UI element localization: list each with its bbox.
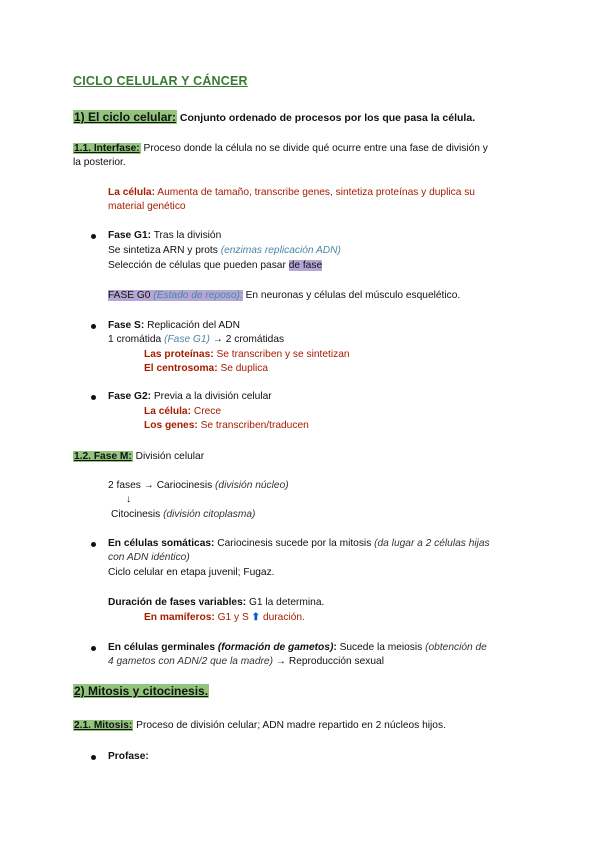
s-line-2-c: → 2 cromátidas — [209, 334, 285, 345]
proteinas-text: Se transcriben y se sintetizan — [213, 349, 350, 360]
g1-text: Tras la división — [151, 230, 222, 241]
centrosoma-text: Se duplica — [217, 363, 269, 374]
section-1-heading: 1) El ciclo celular: — [74, 110, 177, 124]
g1-label: Fase G1: — [108, 230, 152, 241]
s-line-2 — [108, 333, 284, 347]
s-text: Replicación del ADN — [144, 320, 240, 331]
germinales-line-1 — [108, 641, 487, 655]
interfase-text-1: Proceso donde la célula no se divide qué ocurre entre una fase de división y — [140, 143, 488, 154]
g1-line-2-a: Se sintetiza ARN y prots — [108, 245, 221, 256]
mamiferos-text-a: G1 y S — [214, 612, 252, 623]
germinales-it: (formación de gametos) — [217, 642, 334, 653]
centrosoma-label: El centrosoma: — [144, 363, 218, 374]
section-2-heading-line — [73, 684, 209, 698]
g1-line-1 — [108, 229, 221, 243]
celula-text-1: Aumenta de tamaño, transcribe genes, sintetiza proteínas y duplica su — [155, 187, 475, 198]
mamiferos-line — [144, 611, 305, 625]
celula-line-1 — [108, 186, 475, 200]
s-label: Fase S: — [108, 320, 145, 331]
somaticas-text: Cariocinesis sucede por la mitosis — [214, 538, 375, 549]
profase-label: Profase: — [108, 751, 149, 762]
mitosis-line — [73, 719, 446, 733]
g0-label: FASE G0 — [108, 290, 154, 301]
germinales-text-2: → Reproducción sexual — [272, 656, 384, 667]
bullet-icon — [91, 234, 96, 239]
fase-m-text: División celular — [132, 451, 205, 462]
g2-celula-text: Crece — [191, 406, 222, 417]
page-title: CICLO CELULAR Y CÁNCER — [73, 74, 248, 88]
mitosis-label: 2.1. Mitosis: — [74, 720, 133, 731]
g1-line-2 — [108, 244, 341, 258]
fases-line — [108, 479, 289, 493]
somaticas-it-2: con ADN idéntico) — [108, 552, 190, 563]
bullet-icon — [91, 542, 96, 547]
g2-genes-label: Los genes: — [144, 420, 198, 431]
fase-m-label: 1.2. Fase M: — [74, 451, 132, 462]
g2-celula-label: La célula: — [144, 406, 191, 417]
s-line-2-a: 1 cromátida — [108, 334, 165, 345]
g0-state: (Estado de reposo): — [153, 290, 243, 301]
proteinas-label: Las proteínas: — [144, 349, 214, 360]
citocinesis-a: Citocinesis — [111, 509, 164, 520]
citocinesis-b: (división citoplasma) — [163, 509, 256, 520]
g0-line — [108, 289, 460, 303]
bullet-icon — [91, 395, 96, 400]
duracion-line — [108, 596, 324, 610]
g2-genes-line — [144, 419, 309, 433]
germinales-label: En células germinales — [108, 642, 218, 653]
interfase-label: 1.1. Interfase: — [74, 143, 140, 154]
section-2-heading: 2) Mitosis y citocinesis. — [74, 684, 209, 698]
centrosoma-line — [144, 362, 268, 376]
interfase-text-2: la posterior. — [73, 157, 126, 168]
celula-text-2: material genético — [108, 201, 186, 212]
somaticas-line-3: Ciclo celular en etapa juvenil; Fugaz. — [108, 567, 275, 578]
fases-b: (división núcleo) — [215, 480, 289, 491]
up-arrow-icon: ⬆ — [251, 612, 261, 623]
g1-line-3-a: Selección de células que pueden pasar — [108, 260, 289, 271]
g2-label: Fase G2: — [108, 391, 152, 402]
mitosis-text: Proceso de división celular; ADN madre repartido en 2 núcleos hijos. — [133, 720, 446, 731]
bullet-icon — [91, 324, 96, 329]
germinales-line-2 — [108, 655, 384, 669]
duracion-text: G1 la determina. — [246, 597, 325, 608]
mamiferos-label: En mamíferos: — [144, 612, 215, 623]
bullet-icon — [91, 755, 96, 760]
g2-genes-text: Se transcriben/traducen — [197, 420, 309, 431]
g0-text: En neuronas y células del músculo esquelético. — [242, 290, 461, 301]
g2-text: Previa a la división celular — [151, 391, 272, 402]
germinales-text: Sucede la meiosis — [336, 642, 426, 653]
fases-a: 2 fases → Cariocinesis — [108, 480, 216, 491]
mamiferos-text-b: duración. — [260, 612, 305, 623]
g1-line-3 — [108, 259, 322, 273]
interfase-line-1 — [73, 142, 488, 156]
bullet-icon — [91, 646, 96, 651]
s-line-1 — [108, 319, 240, 333]
citocinesis-line — [111, 508, 255, 522]
s-line-2-b: (Fase G1) — [164, 334, 210, 345]
g1-line-2-b: (enzimas replicación ADN) — [220, 245, 341, 256]
somaticas-label: En células somáticas: — [108, 538, 215, 549]
duracion-label: Duración de fases variables: — [108, 597, 247, 608]
g1-line-3-b: de fase — [288, 260, 323, 271]
somaticas-line-1 — [108, 537, 490, 551]
section-1-heading-line — [73, 110, 475, 124]
somaticas-it-1: (da lugar a 2 células hijas — [374, 538, 490, 549]
proteinas-line — [144, 348, 350, 362]
celula-label: La célula: — [108, 187, 155, 198]
down-arrow-icon: ↓ — [126, 494, 132, 505]
g2-line-1 — [108, 390, 272, 404]
fase-m-line — [73, 450, 204, 464]
germinales-colon: : — [333, 642, 337, 653]
section-1-subtitle: Conjunto ordenado de procesos por los que pasa la célula. — [179, 112, 476, 124]
g2-celula-line — [144, 405, 221, 419]
germinales-it-2b: 4 gametos con ADN/2 que la madre) — [108, 656, 273, 667]
germinales-it-2a: (obtención de — [425, 642, 487, 653]
